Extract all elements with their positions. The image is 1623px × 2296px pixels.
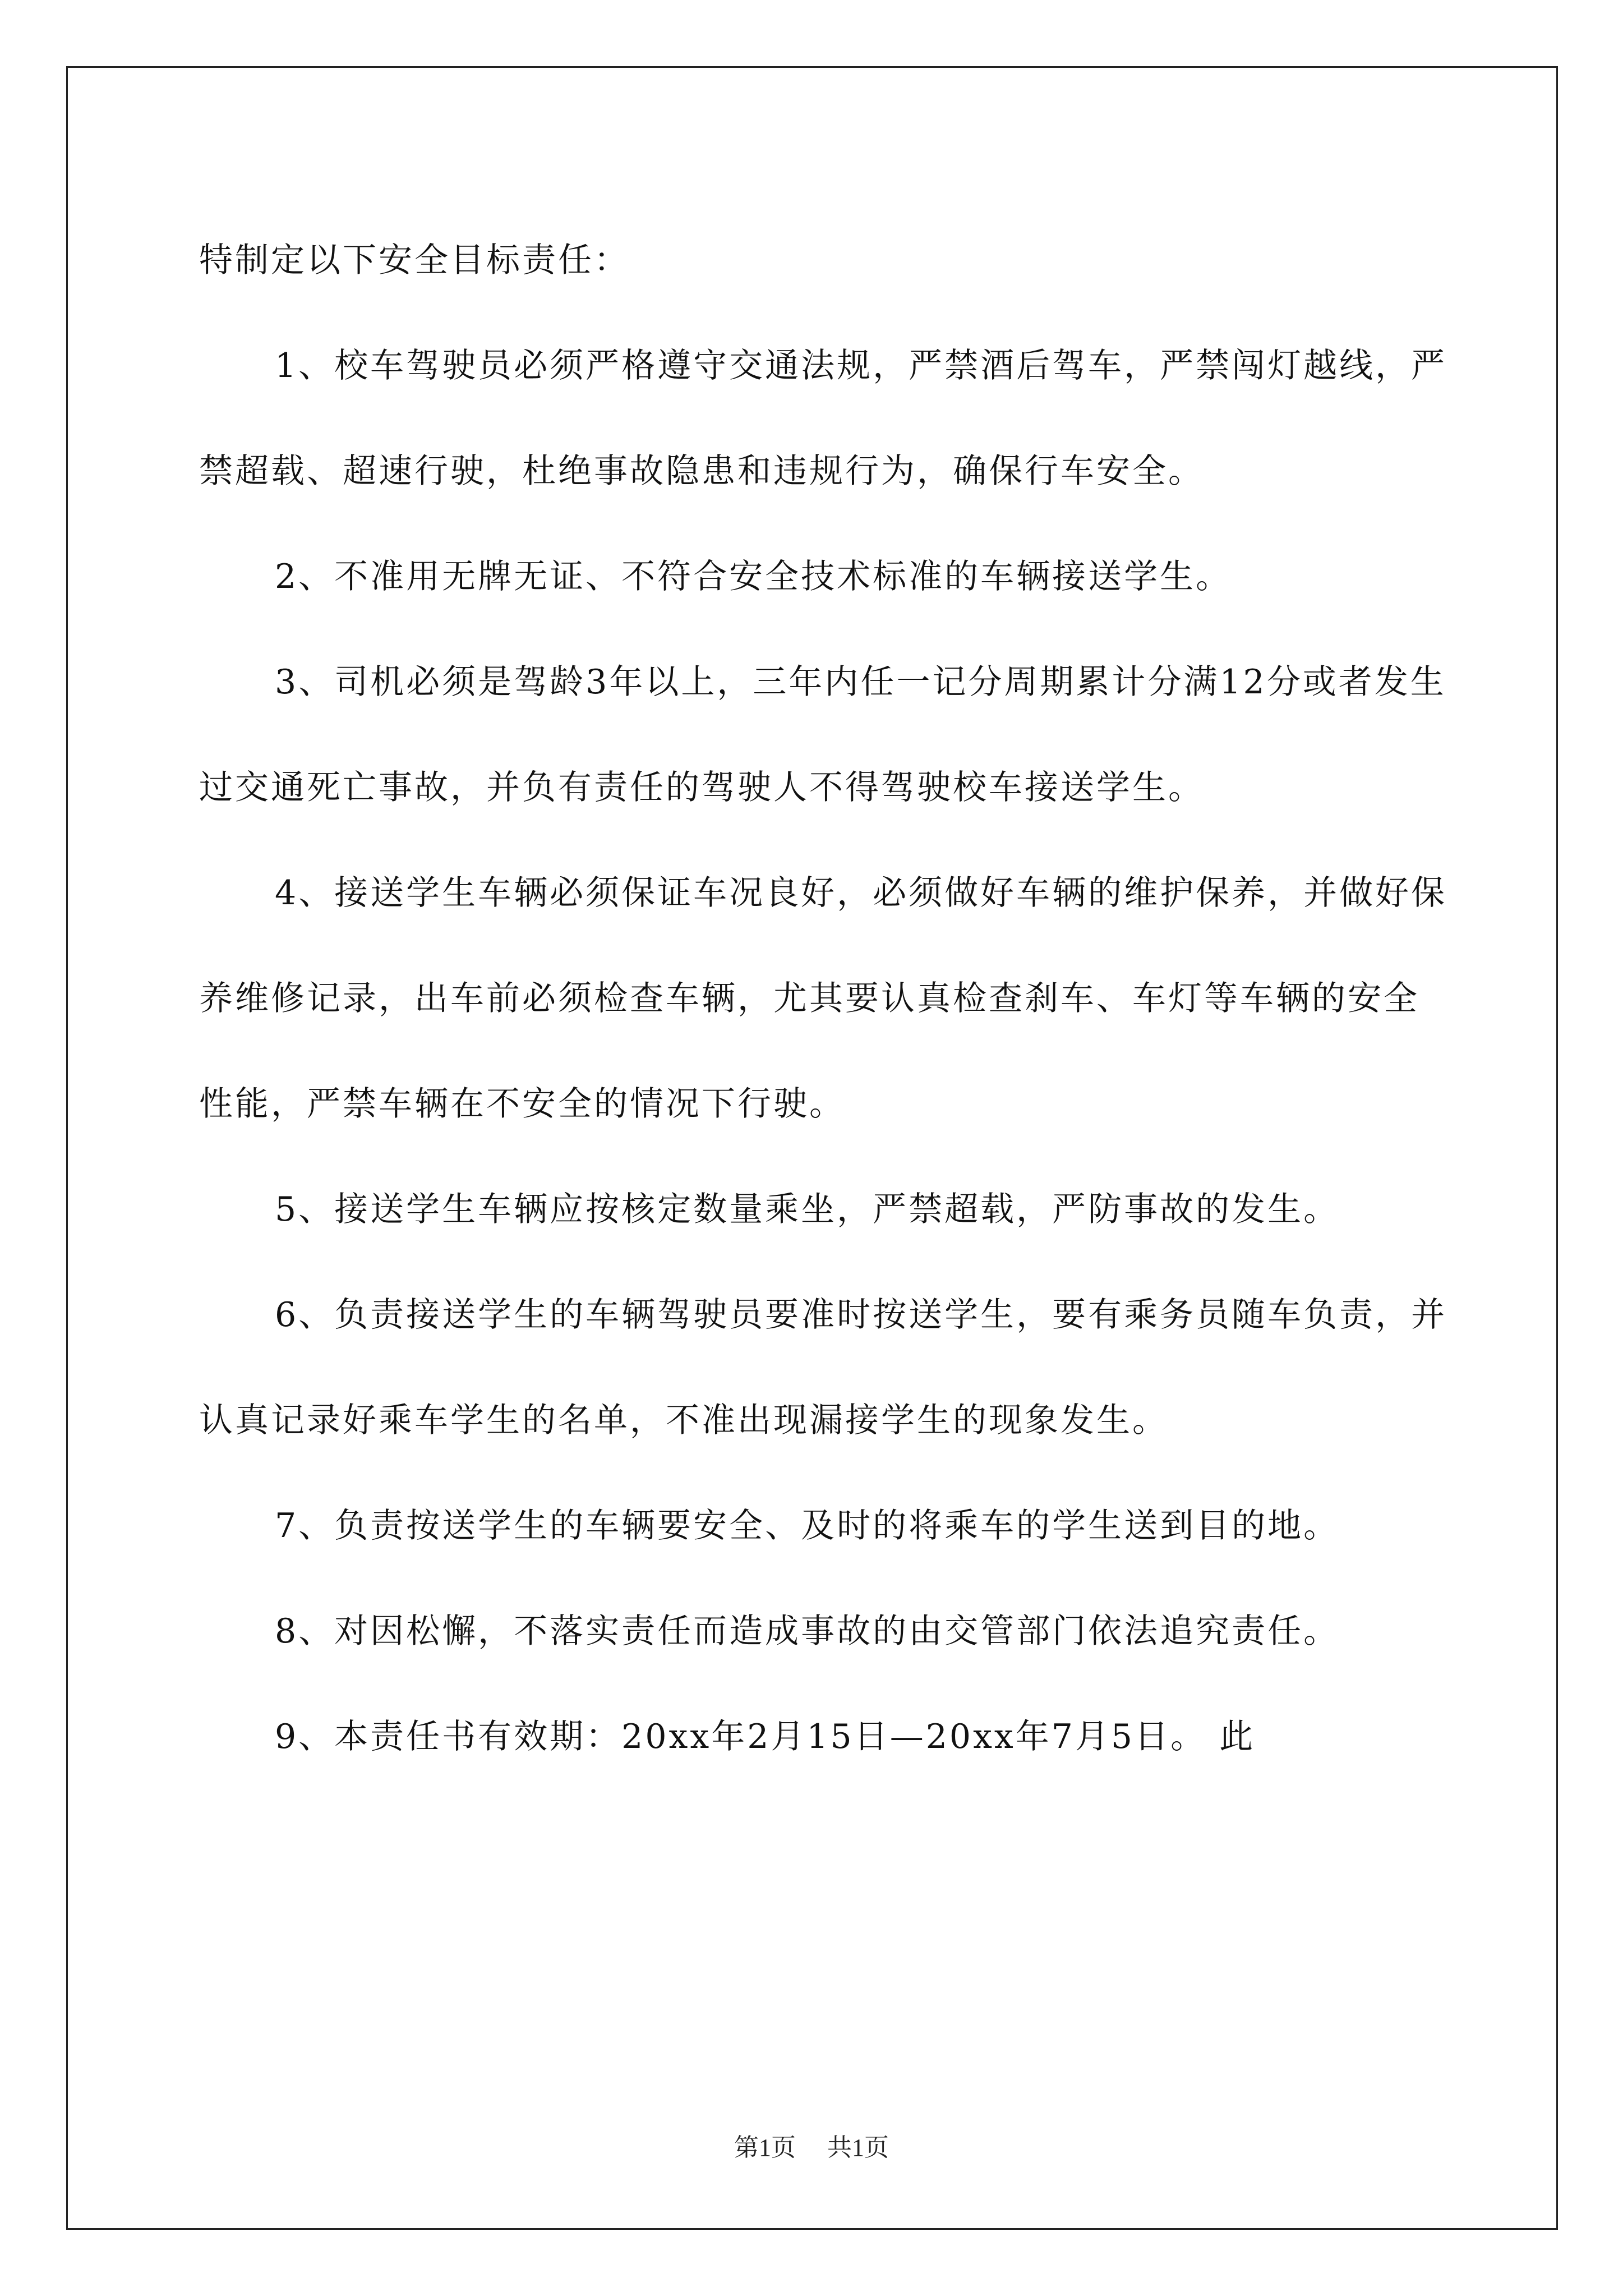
clause-5-paragraph: 5、接送学生车辆应按核定数量乘坐，严禁超载，严防事故的发生。 bbox=[275, 1190, 1340, 1229]
clause-6-paragraph: 6、负责接送学生的车辆驾驶员要准时按送学生，要有乘务员随车负责，并认真记录好乘车学生的名单，不准出现漏接学生的现象发生。 bbox=[199, 1295, 1447, 1440]
clause-2-paragraph: 2、不准用无牌无证、不符合安全技术标准的车辆接送学生。 bbox=[275, 557, 1232, 596]
intro-paragraph: 特制定以下安全目标责任： bbox=[199, 241, 630, 280]
clause-9-paragraph: 9、本责任书有效期：20xx年2月15日—20xx年7月5日。 此 bbox=[275, 1717, 1256, 1756]
clause-8-paragraph: 8、对因松懈，不落实责任而造成事故的由交管部门依法追究责任。 bbox=[275, 1612, 1340, 1651]
page-number: 第1页 bbox=[734, 2134, 796, 2161]
clause-7-paragraph: 7、负责按送学生的车辆要安全、及时的将乘车的学生送到目的地。 bbox=[275, 1506, 1340, 1545]
clause-1-paragraph: 1、校车驾驶员必须严格遵守交通法规，严禁酒后驾车，严禁闯灯越线，严禁超载、超速行驶，杜绝事故隐患和违规行为，确保行车安全。 bbox=[199, 346, 1447, 491]
clause-4-paragraph: 4、接送学生车辆必须保证车况良好，必须做好车辆的维护保养，并做好保养维修记录，出车前必须检查车辆，尤其要认真检查刹车、车灯等车辆的安全性能，严禁车辆在不安全的情况下行驶。 bbox=[199, 873, 1447, 1124]
clause-3-paragraph: 3、司机必须是驾龄3年以上，三年内任一记分周期累计分满12分或者发生过交通死亡事故，并负有责任的驾驶人不得驾驶校车接送学生。 bbox=[199, 662, 1446, 807]
page-footer bbox=[0, 2127, 1623, 2163]
page-total: 共1页 bbox=[827, 2134, 889, 2161]
document-body bbox=[199, 208, 1450, 1789]
